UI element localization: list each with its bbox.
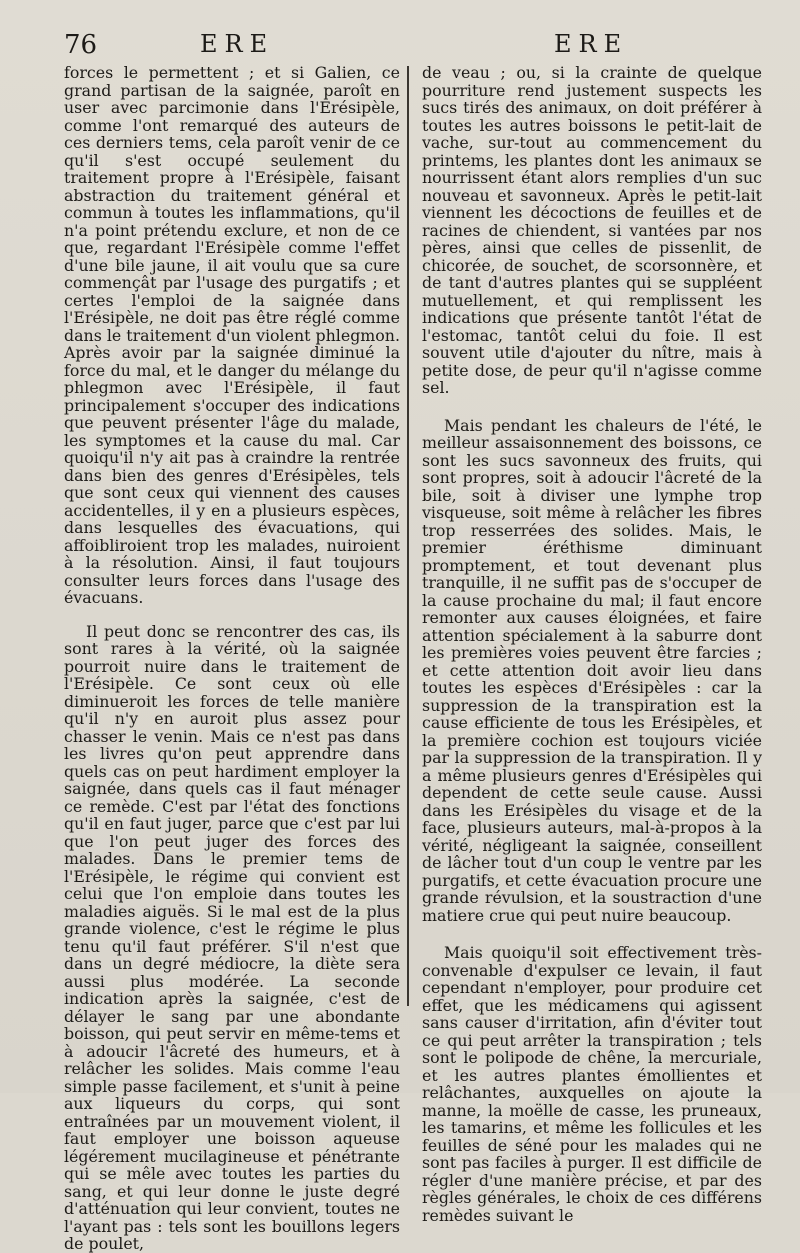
paragraph: forces le permettent ; et si Galien, ce grand partisan de la saignée, paroît en user avec parcimonie dans l'Erésipèle, comme l'ont remarqué des auteurs de ces derniers tems, cela paroît venir de ce qu'il s'est occupé seulement du traitement propre à l'Erésipèle, faisant abstraction du traitement général et commun à toutes les inflammations, qu'il n'a point prétendu exclure, et non de ce que, regardant l'Erésipèle comme l'effet d'une bile jaune, il ait voulu que sa cure commençât par l'usage des purgatifs ; et certes l'emploi de la saignée dans l'Erésipèle, ne doit pas être réglé comme dans le traitement d'un violent phlegmon. Après avoir par la saignée diminué la force du mal, et le danger du mélange du phlegmon avec l'Erésipèle, il faut principalement s'occuper des indications que peuvent présenter l'âge du malade, les symptomes et la cause du mal. Car quoiqu'il n'y ait pas à craindre la rentrée dans bien des genres d'Erésipèles, tels que sont ceux qui viennent des causes accidentelles, il y en a plusieurs espèces, dans lesquelles des évacuations, qui affoibliroient trop les malades, nuiroient à la résolution. Ainsi, il faut toujours consulter leurs forces dans l'usage des évacuans. [64, 63, 400, 607]
paragraph: de veau ; ou, si la crainte de quelque pourriture rend justement suspects les sucs tirés des animaux, on doit préférer à toutes les autres boissons le petit-lait de vache, sur-tout au commencement du printems, les plantes dont les animaux se nourrissent étant alors remplies d'un suc nouveau et savonneux. Après le petit-lait viennent les décoctions de feuilles et de racines de chiendent, si vantées par nos pères, ainsi que celles de pissenlit, de chicorée, de souchet, de scorsonnère, et de tant d'autres plantes qui se suppléent mutuellement, et qui remplissent les indications que présente tantôt l'état de l'estomac, tantôt celui du foie. Il est souvent utile d'ajouter du nître, mais à petite dose, de peur qu'il n'agisse comme sel. [422, 63, 762, 397]
page-number: 76 [64, 30, 98, 60]
left-column [64, 64, 400, 1253]
left-running-head: ERE [200, 30, 275, 58]
paragraph: Il peut donc se rencontrer des cas, ils sont rares à la vérité, où la saignée pourroit nuire dans le traitement de l'Erésipèle. Ce sont ceux où elle diminueroit les forces de telle manière qu'il n'y en auroit plus assez pour chasser le venin. Mais ce n'est pas dans les livres qu'on peut apprendre dans quels cas on peut hardiment employer la saignée, dans quels cas il faut ménager ce remède. C'est par l'état des fonctions qu'il en faut juger, parce que c'est par lui que l'on peut juger des forces des malades. Dans le premier tems de l'Erésipèle, le régime qui convient est celui que l'on emploie dans toutes les maladies aiguës. Si le mal est de la plus grande violence, c'est le régime le plus tenu qu'il faut préférer. S'il n'est que dans un degré médiocre, la diète sera aussi plus modérée. La seconde indication après la saignée, c'est de délayer le sang par une abondante boisson, qui peut servir en même-tems et à adoucir l'âcreté des humeurs, et à relâcher les solides. Mais comme l'eau simple passe facilement, et s'unit à peine aux liqueurs du corps, qui sont entraînées par un mouvement violent, il faut employer une boisson aqueuse légérement mucilagineuse et pénétrante qui se mêle avec toutes les parties du sang, et qui leur donne le juste degré d'atténuation qui leur convient, toutes ne l'ayant pas : tels sont les bouillons legers de poulet, [64, 621, 400, 1253]
column-divider [407, 66, 409, 1006]
right-column [422, 64, 762, 1224]
paragraph: Mais quoiqu'il soit effectivement très-convenable d'expulser ce levain, il faut cependant n'employer, pour produire cet effet, que les médicamens qui agissent sans causer d'irritation, afin d'éviter tout ce qui peut arrêter la transpiration ; tels sont le polipode de chêne, la mercuriale, et les autres plantes émollientes et relâchantes, auxquelles on ajoute la manne, la moëlle de casse, les pruneaux, les tamarins, et même les follicules et les feuilles de séné pour les malades qui ne sont pas faciles à purger. Il est difficile de régler d'une manière précise, et par des règles générales, le choix de ces différens remèdes suivant le [422, 943, 762, 1225]
paragraph: Mais pendant les chaleurs de l'été, le meilleur assaisonnement des boissons, ce sont les sucs savonneux des fruits, qui sont propres, soit à adoucir l'âcreté de la bile, soit à diviser une lymphe trop visqueuse, soit même à relâcher les fibres trop resserrées des solides. Mais, le premier éréthisme diminuant promptement, et tout devenant plus tranquille, il ne suffit pas de s'occuper de la cause prochaine du mal; il faut encore remonter aux causes éloignées, et faire attention spécialement à la saburre dont les premières voies peuvent être farcies ; et cette attention doit avoir lieu dans toutes les espèces d'Erésipèles : car la suppression de la transpiration est la cause efficiente de tous les Erésipèles, et la première cochion est toujours viciée par la suppression de la transpiration. Il y a même plusieurs genres d'Erésipèles qui dependent de cette seule cause. Aussi dans les Erésipèles du visage et de la face, plusieurs auteurs, mal-à-propos à la vérité, négligeant la saignée, conseillent de lâcher tout d'un coup le ventre par les purgatifs, et cette évacuation procure une grande révulsion, et la soustraction d'une matiere crue qui peut nuire beaucoup. [422, 415, 762, 925]
right-running-head: ERE [554, 30, 629, 58]
running-header [0, 30, 800, 64]
